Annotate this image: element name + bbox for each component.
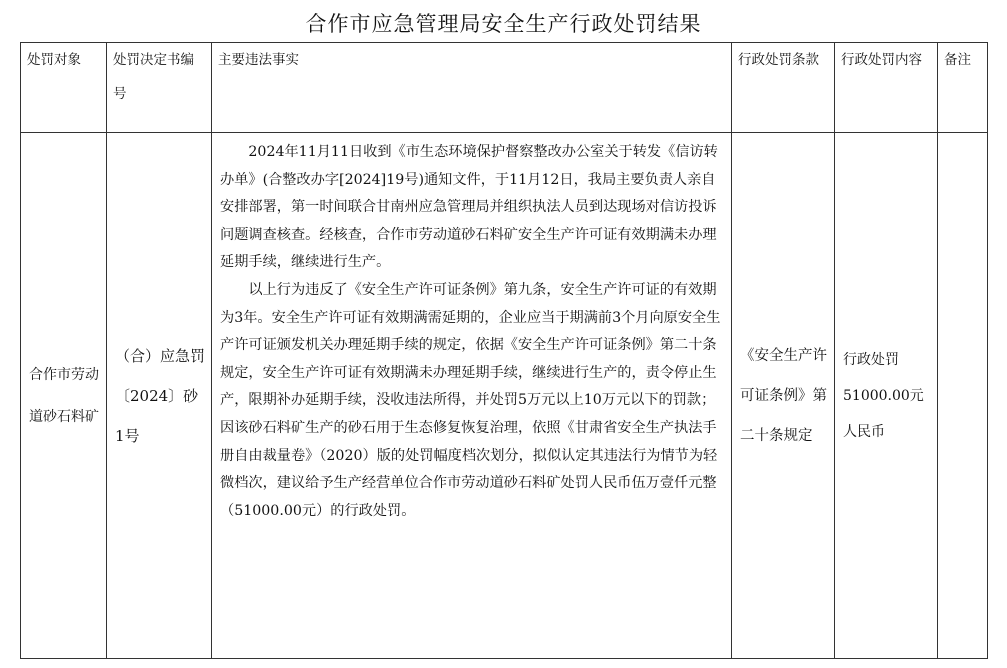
cell-facts <box>212 133 732 659</box>
header-remarks: 备注 <box>938 43 988 133</box>
cell-target: 合作市劳动道砂石料矿 <box>21 133 107 659</box>
table-header-row <box>21 43 988 133</box>
header-content: 行政处罚内容 <box>835 43 938 133</box>
header-target: 处罚对象 <box>21 43 107 133</box>
header-decision-no: 处罚决定书编号 <box>107 43 212 133</box>
table-row <box>21 133 988 659</box>
cell-content: 行政处罚51000.00元人民币 <box>835 133 938 659</box>
cell-remarks <box>938 133 988 659</box>
facts-paragraph-2: 以上行为违反了《安全生产许可证条例》第九条，安全生产许可证的有效期为3年。安全生产许可证有效期满需延期的，企业应当于期满前3个月向原安全生产许可证颁发机关办理延期手续的规定，依据《安全生产许可证条例》第二十条规定，安全生产许可证有效期满未办理延期手续，继续进行生产的，责令停止生产，限期补办延期手续，没收违法所得，并处罚5万元以上10万元以下的罚款；因该砂石料矿生产的砂石用于生态修复恢复治理，依照《甘肃省安全生产执法手册自由裁量卷》（2020）版的处罚幅度档次划分，拟似认定其违法行为情节为轻微档次，建议给予生产经营单位合作市劳动道砂石料矿处罚人民币伍万壹仟元整（51000.00元）的行政处罚。 <box>220 281 721 519</box>
header-clause: 行政处罚条款 <box>732 43 835 133</box>
header-facts: 主要违法事实 <box>212 43 732 133</box>
penalty-table <box>20 42 988 659</box>
cell-clause: 《安全生产许可证条例》第二十条规定 <box>732 133 835 659</box>
page-title: 合作市应急管理局安全生产行政处罚结果 <box>305 12 702 36</box>
facts-paragraph-1: 2024年11月11日收到《市生态环境保护督察整改办公室关于转发《信访转办单》(合整改办字[2024]19号)通知文件，于11月12日，我局主要负责人亲自安排部署，第一时间联合甘南州应急管理局并组织执法人员到达现场对信访投诉问题调查核查。经核查，合作市劳动道砂石料矿安全生产许可证有效期满未办理延期手续，继续进行生产。 <box>220 144 718 271</box>
cell-decision-no: （合）应急罚〔2024〕砂1号 <box>107 133 212 659</box>
